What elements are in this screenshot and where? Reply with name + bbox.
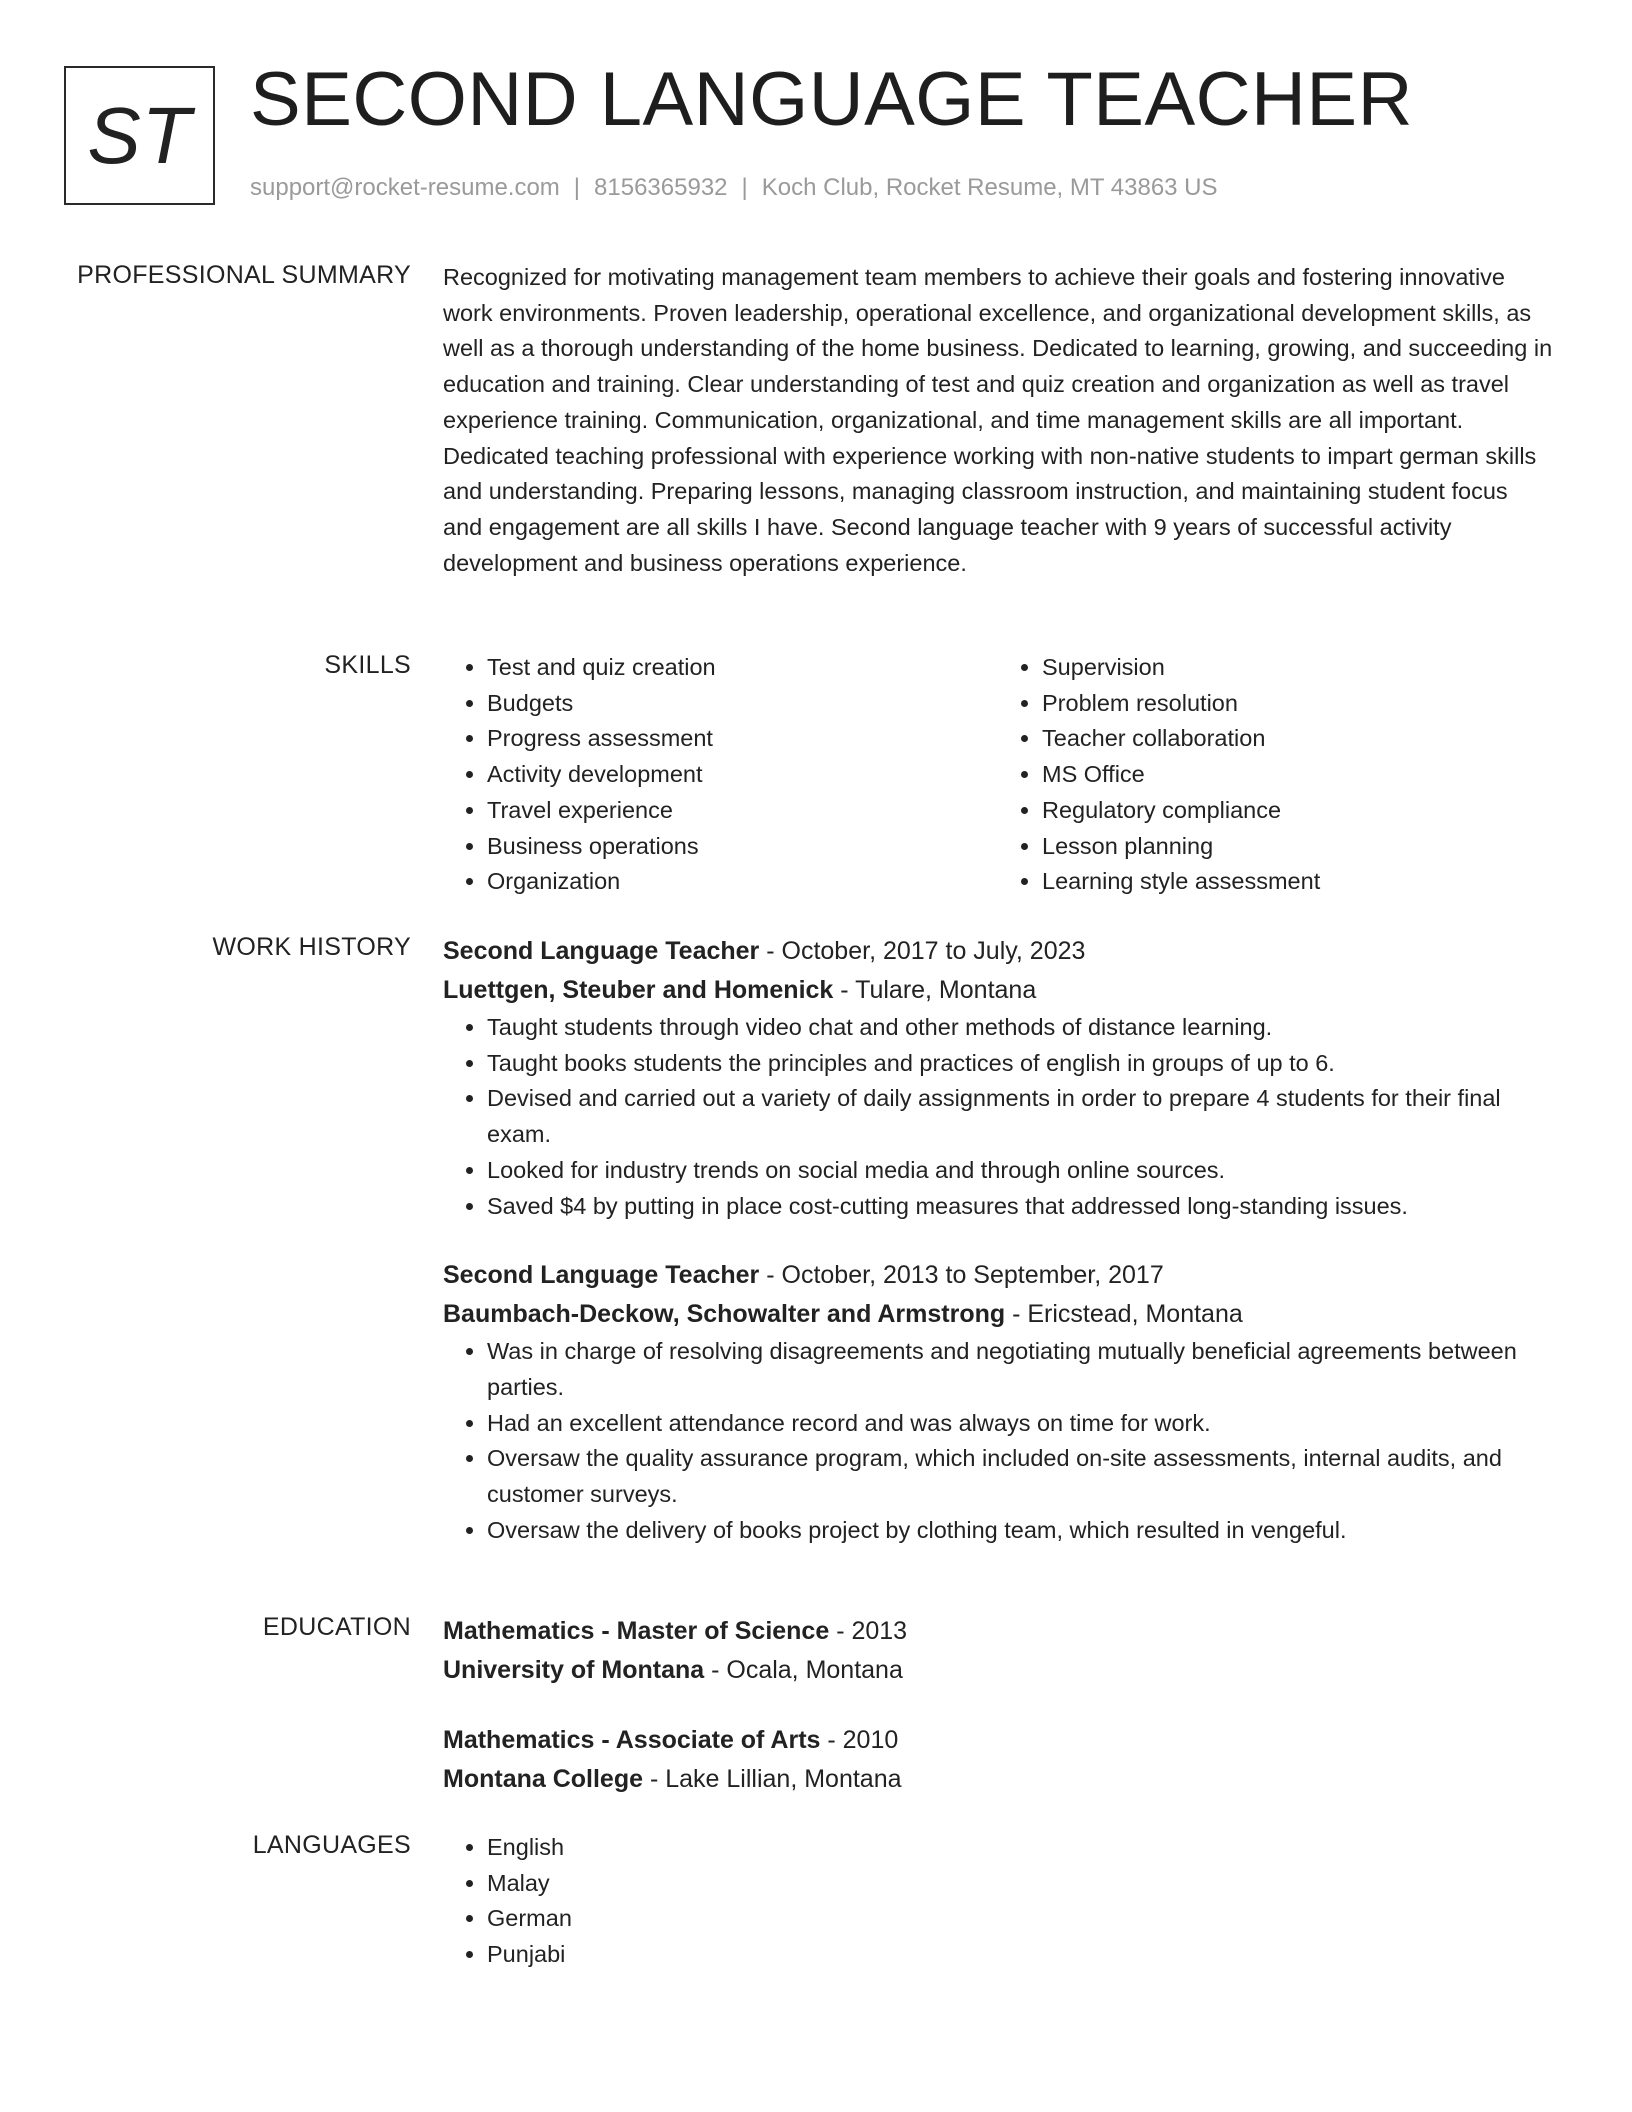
job-title-line <box>443 932 1553 971</box>
languages-list <box>443 1830 1553 1973</box>
candidate-title: SECOND LANGUAGE TEACHER <box>250 57 1414 142</box>
list-item: • Oversaw the quality assurance program, which included on-site assessments, internal audits, and customer surveys. <box>487 1441 1553 1512</box>
job-company-line <box>443 971 1553 1010</box>
job-location: - Ericstead, Montana <box>1005 1300 1243 1329</box>
skills-list-left <box>443 650 998 900</box>
list-item: • Budgets <box>487 686 998 722</box>
education-degree-line <box>443 1721 1553 1760</box>
work-history-heading: WORK HISTORY <box>212 933 411 961</box>
job-company-line <box>443 1295 1553 1334</box>
contact-separator: | <box>573 174 581 201</box>
list-item: • Looked for industry trends on social media and through online sources. <box>487 1153 1553 1189</box>
job-entry <box>443 932 1553 1224</box>
job-duties <box>443 1010 1553 1224</box>
list-item: • Problem resolution <box>1042 686 1553 722</box>
list-item: • Lesson planning <box>1042 829 1553 865</box>
list-item: • Malay <box>487 1866 1553 1902</box>
contact-address: Koch Club, Rocket Resume, MT 43863 US <box>761 174 1218 201</box>
summary-heading: PROFESSIONAL SUMMARY <box>77 261 411 289</box>
languages-heading: LANGUAGES <box>252 1831 411 1859</box>
list-item: • German <box>487 1901 1553 1937</box>
education-heading: EDUCATION <box>262 1613 411 1641</box>
list-item: • Regulatory compliance <box>1042 793 1553 829</box>
list-item: • Was in charge of resolving disagreements and negotiating mutually beneficial agreements between parties. <box>487 1334 1553 1405</box>
list-item: • Organization <box>487 864 998 900</box>
list-item: • Devised and carried out a variety of daily assignments in order to prepare 4 students for their final exam. <box>487 1081 1553 1152</box>
list-item: • Taught books students the principles and practices of english in groups of up to 6. <box>487 1046 1553 1082</box>
work-history-body <box>443 932 1553 1548</box>
education-degree: Mathematics - Master of Science <box>443 1617 830 1645</box>
skills-list-right <box>998 650 1553 900</box>
education-degree-line <box>443 1612 1553 1651</box>
education-year: - 2013 <box>829 1617 908 1645</box>
job-dates: - October, 2013 to September, 2017 <box>759 1261 1164 1290</box>
summary-text: Recognized for motivating management team members to achieve their goals and fostering innovative work environments. Proven leadership, operational excellence, and organizational development skills, as well as a thorough understanding of the home business. Dedicated to learning, growing, and succeeding in education and training. Clear understanding of test and quiz creation and organization as well as travel experience training. Communication, organizational, and time management skills are all important. Dedicated teaching professional with experience working with non-native students to impart german skills and understanding. Preparing lessons, managing classroom instruction, and maintaining student focus and engagement are all skills I have. Second language teacher with 9 years of successful activity development and business operations experience. <box>443 264 1553 576</box>
education-location: - Lake Lillian, Montana <box>643 1765 902 1793</box>
list-item: • Activity development <box>487 757 998 793</box>
list-item: • Saved $4 by putting in place cost-cutting measures that addressed long-standing issues. <box>487 1189 1553 1225</box>
list-item: • Supervision <box>1042 650 1553 686</box>
contact-separator: | <box>741 174 748 201</box>
list-item: • Had an excellent attendance record and was always on time for work. <box>487 1406 1553 1442</box>
list-item: • MS Office <box>1042 757 1553 793</box>
list-item: • Business operations <box>487 829 998 865</box>
job-title: Second Language Teacher <box>443 1261 760 1290</box>
job-title: Second Language Teacher <box>443 937 760 965</box>
education-school-line <box>443 1651 1553 1690</box>
education-location: - Ocala, Montana <box>704 1656 903 1684</box>
job-title-line <box>443 1256 1553 1295</box>
list-item: • Teacher collaboration <box>1042 721 1553 757</box>
job-dates: - October, 2017 to July, 2023 <box>759 937 1086 965</box>
list-item: • English <box>487 1830 1553 1866</box>
list-item: • Travel experience <box>487 793 998 829</box>
list-item: • Learning style assessment <box>1042 864 1553 900</box>
skills-heading: SKILLS <box>324 651 411 679</box>
skills-columns <box>443 650 1553 900</box>
education-school: Montana College <box>443 1765 644 1793</box>
contact-phone: 8156365932 <box>594 174 728 201</box>
education-entry <box>443 1721 1553 1799</box>
job-entry <box>443 1256 1553 1548</box>
education-school: University of Montana <box>443 1656 705 1684</box>
monogram-logo: ST <box>64 66 215 205</box>
list-item: • Progress assessment <box>487 721 998 757</box>
languages-body <box>443 1830 1553 1973</box>
education-entry <box>443 1612 1553 1690</box>
list-item: • Oversaw the delivery of books project by clothing team, which resulted in vengeful. <box>487 1513 1553 1549</box>
contact-email: support@rocket-resume.com <box>250 174 560 201</box>
list-item: • Taught students through video chat and other methods of distance learning. <box>487 1010 1553 1046</box>
job-duties <box>443 1334 1553 1548</box>
job-company: Baumbach-Deckow, Schowalter and Armstrong <box>443 1300 1006 1329</box>
list-item: • Test and quiz creation <box>487 650 998 686</box>
education-school-line <box>443 1760 1553 1799</box>
job-location: - Tulare, Montana <box>833 976 1037 1004</box>
education-year: - 2010 <box>820 1726 899 1754</box>
education-body <box>443 1612 1553 1799</box>
education-degree: Mathematics - Associate of Arts <box>443 1726 821 1754</box>
contact-line <box>250 174 1218 202</box>
list-item: • Punjabi <box>487 1937 1553 1973</box>
job-company: Luettgen, Steuber and Homenick <box>443 976 834 1004</box>
